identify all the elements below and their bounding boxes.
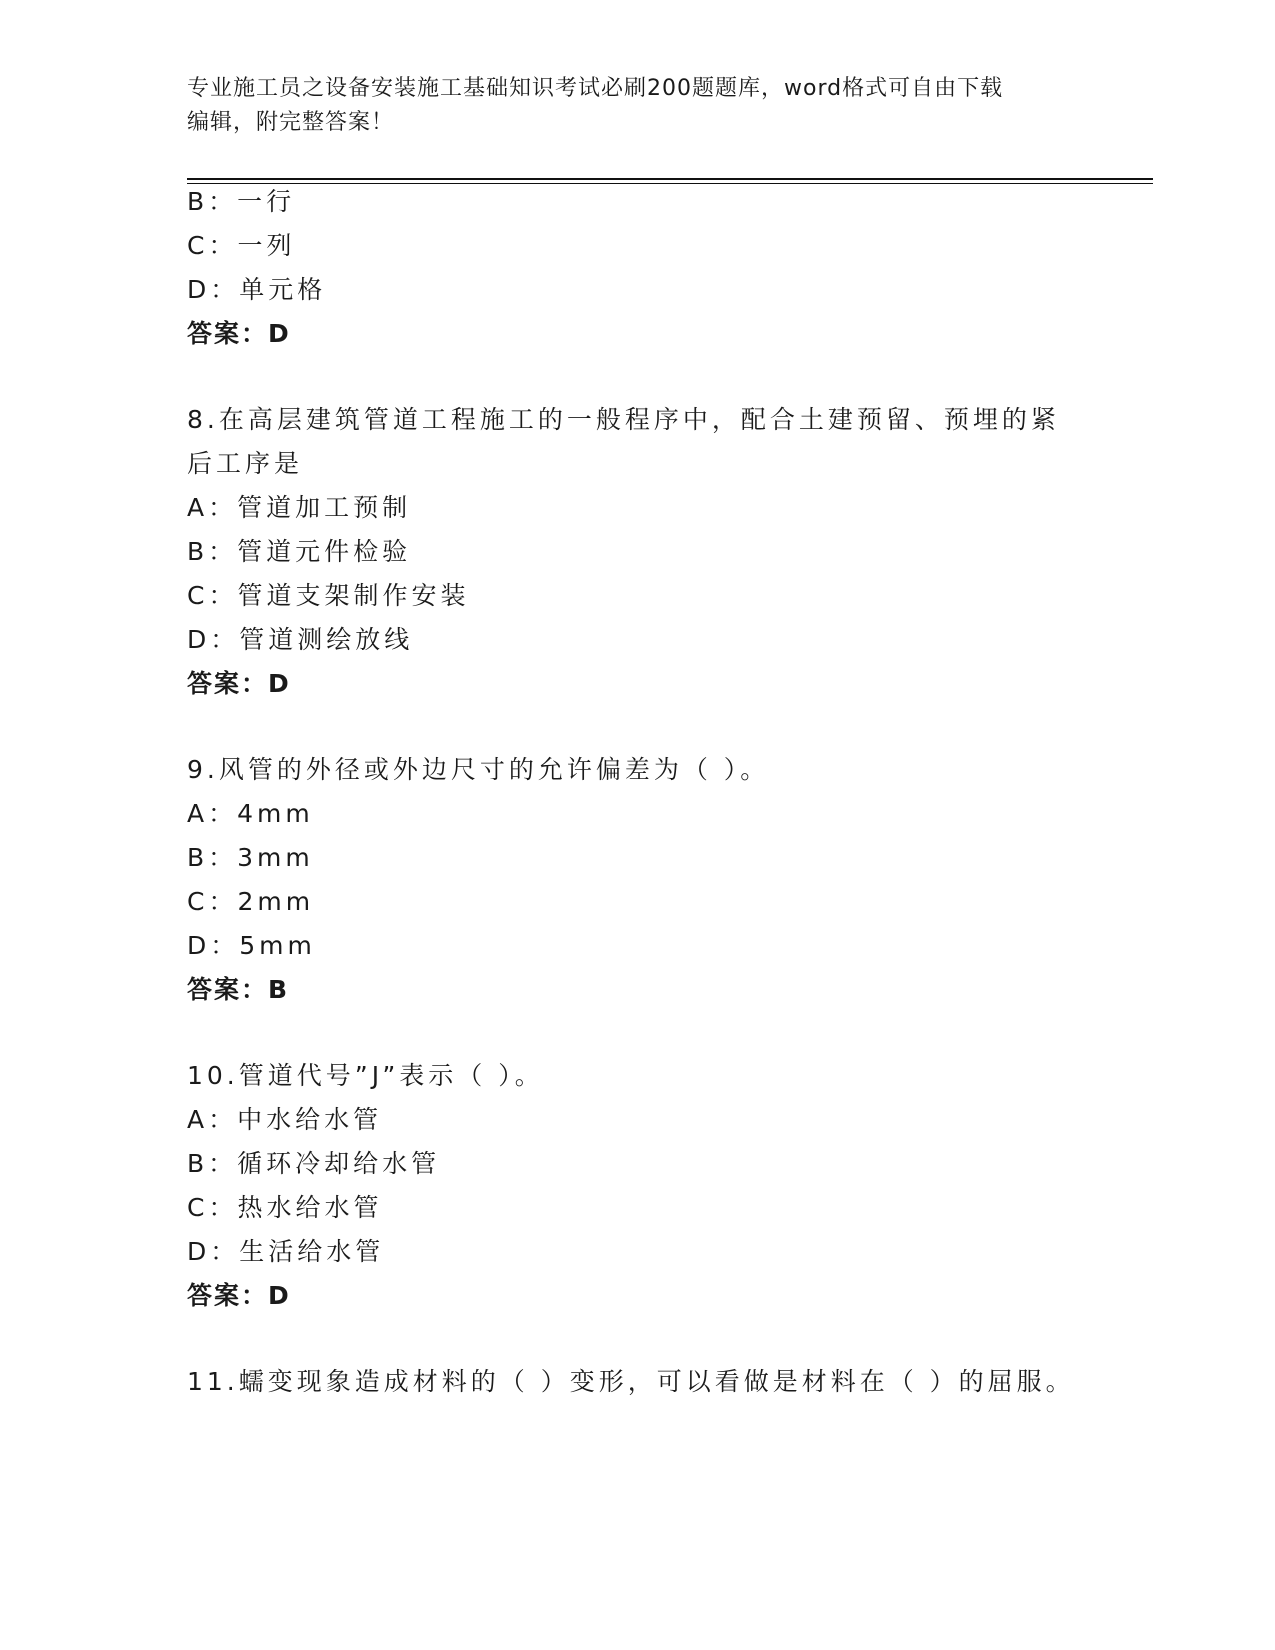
header-title-line-2: 编辑，附完整答案！ [187,110,395,135]
q7-answer: 答案：D [187,319,291,348]
q9-option-a: A：4mm [187,799,314,828]
q8-option-a: A：管道加工预制 [187,493,412,522]
q10-answer: 答案：D [187,1281,291,1310]
q8-stem-line-1: 8.在高层建筑管道工程施工的一般程序中，配合土建预留、预埋的紧 [187,405,1060,434]
q8-option-b: B：管道元件检验 [187,537,412,566]
q10-option-d: D：生活给水管 [187,1237,385,1266]
q10-option-c: C：热水给水管 [187,1193,383,1222]
q9-answer: 答案：B [187,975,290,1004]
q9-stem: 9.风管的外径或外边尺寸的允许偏差为（ ）。 [187,755,770,784]
q7-option-b: B：一行 [187,187,296,216]
header-divider-thick [187,178,1153,180]
q7-option-c: C：一列 [187,231,296,260]
q10-option-b: B：循环冷却给水管 [187,1149,441,1178]
q8-answer: 答案：D [187,669,291,698]
q7-option-d: D：单元格 [187,275,327,304]
q8-option-c: C：管道支架制作安装 [187,581,470,610]
header-title-line-1: 专业施工员之设备安装施工基础知识考试必刷200题题库，word格式可自由下载 [187,76,1004,101]
q9-option-c: C：2mm [187,887,315,916]
q9-option-b: B：3mm [187,843,314,872]
document-header [187,72,1067,140]
header-divider-thin [187,183,1153,184]
q10-option-a: A：中水给水管 [187,1105,383,1134]
q11-stem: 11.蠕变现象造成材料的（ ）变形，可以看做是材料在（ ）的屈服。 [187,1367,1075,1396]
q8-stem-line-2: 后工序是 [187,449,304,478]
q10-stem: 10.管道代号”J”表示（ ）。 [187,1061,544,1090]
q8-option-d: D：管道测绘放线 [187,625,414,654]
q9-option-d: D：5mm [187,931,316,960]
